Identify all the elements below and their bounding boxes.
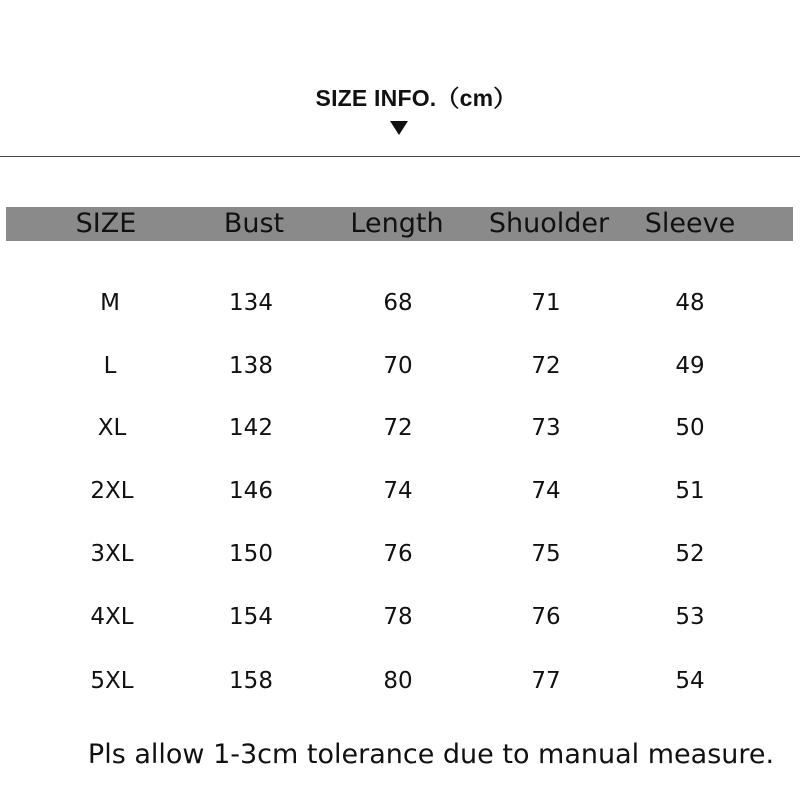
table-row [0,413,800,443]
cell-sleeve: 51 [675,478,705,504]
cell-sleeve: 54 [675,668,705,694]
header-length: Length [350,208,444,239]
header-bust: Bust [223,208,285,239]
cell-bust: 138 [229,353,273,379]
cell-length: 72 [383,415,413,441]
cell-size: 4XL [90,604,134,630]
cell-bust: 142 [229,415,273,441]
cell-shoulder: 77 [531,668,561,694]
cell-length: 68 [383,290,413,316]
divider-line [0,156,800,157]
cell-sleeve: 49 [675,353,705,379]
cell-length: 76 [383,541,413,567]
header-size: SIZE [75,208,137,239]
cell-shoulder: 76 [531,604,561,630]
cell-bust: 146 [229,478,273,504]
cell-bust: 158 [229,668,273,694]
header-shoulder: Shuolder [488,208,610,239]
cell-shoulder: 74 [531,478,561,504]
cell-sleeve: 48 [675,290,705,316]
tolerance-note: Pls allow 1-3cm tolerance due to manual measure. [87,739,775,770]
cell-sleeve: 53 [675,604,705,630]
table-row [0,666,800,696]
cell-shoulder: 75 [531,541,561,567]
cell-size: 3XL [90,541,134,567]
cell-length: 80 [383,668,413,694]
cell-size: M [100,290,120,316]
cell-sleeve: 52 [675,541,705,567]
cell-shoulder: 71 [531,290,561,316]
cell-length: 74 [383,478,413,504]
cell-shoulder: 73 [531,415,561,441]
cell-bust: 150 [229,541,273,567]
cell-bust: 154 [229,604,273,630]
cell-size: XL [97,415,127,441]
page-title: SIZE INFO.（cm） [315,85,517,111]
cell-length: 78 [383,604,413,630]
table-header [6,207,793,241]
table-row [0,476,800,506]
cell-sleeve: 50 [675,415,705,441]
cell-shoulder: 72 [531,353,561,379]
table-row [0,288,800,318]
cell-size: 5XL [90,668,134,694]
cell-size: L [103,353,117,379]
cell-size: 2XL [90,478,134,504]
table-row [0,539,800,569]
table-row [0,602,800,632]
down-triangle-icon [390,121,408,135]
cell-length: 70 [383,353,413,379]
table-row [0,351,800,381]
cell-bust: 134 [229,290,273,316]
header-sleeve: Sleeve [644,208,736,239]
